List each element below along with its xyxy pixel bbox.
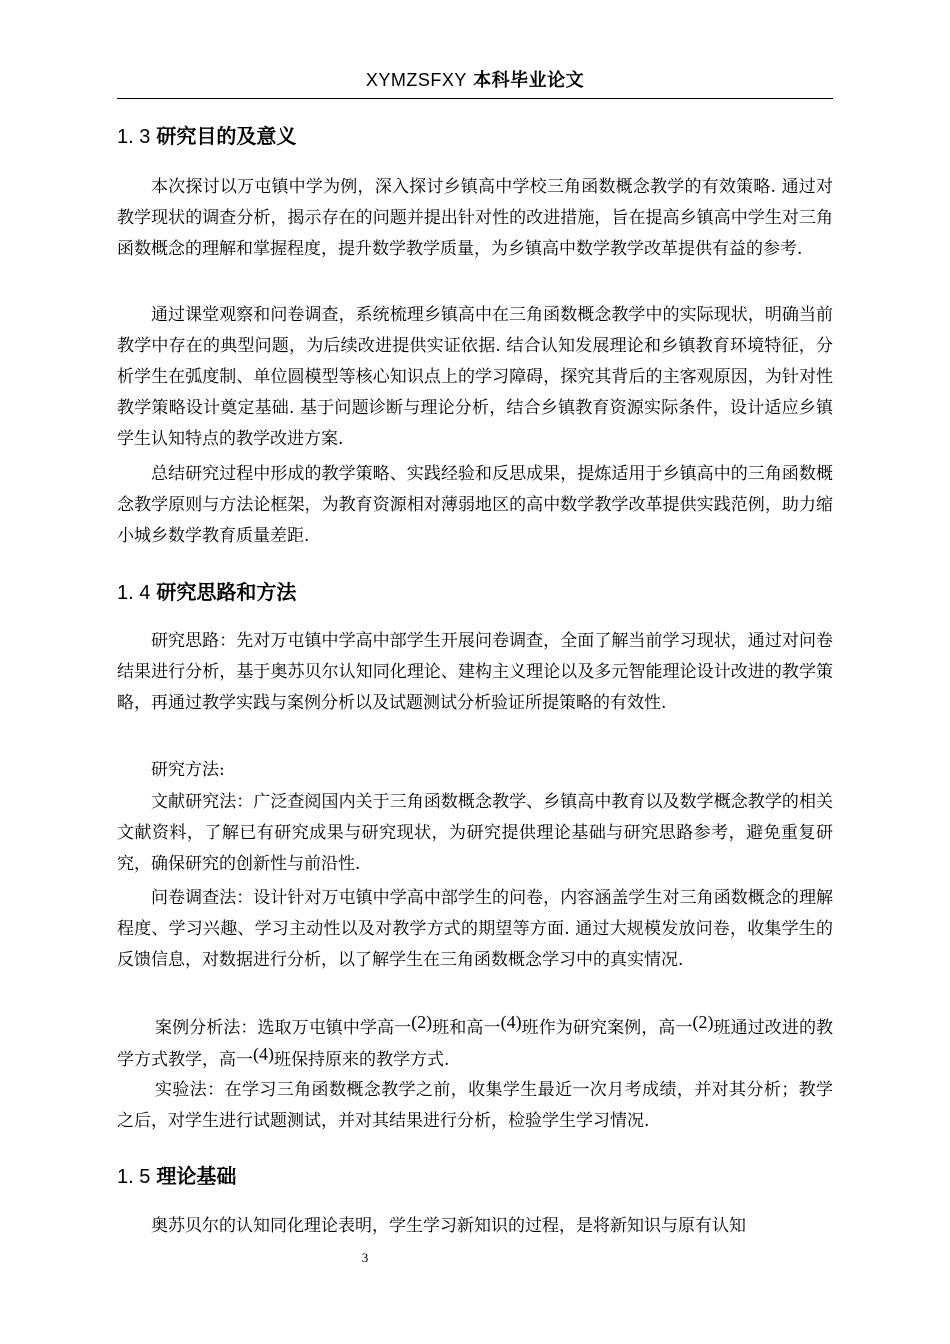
class-label: (4) [500, 1012, 522, 1032]
paragraph: 总结研究过程中形成的教学策略、实践经验和反思成果，提炼适用于乡镇高中的三角函数概念教学原则与方法论框架，为教育资源相对薄弱地区的高中数学教学改革提供实践范例，助力缩小城乡数学教育质量差距. [117, 464, 833, 546]
paragraph: 研究思路：先对万屯镇中学高中部学生开展问卷调查，全面了解当前学习现状，通过对问卷结果进行分析，基于奥苏贝尔认知同化理论、建构主义理论以及多元智能理论设计改进的教学策略，再通过教学实践与案例分析以及试题测试分析验证所提策略的有效性. [117, 631, 833, 713]
section-number: 1. 3 [117, 126, 151, 148]
paragraph: 实验法：在学习三角函数概念教学之前，收集学生最近一次月考成绩，并对其分析；教学之后，对学生进行试题测试，并对其结果进行分析，检验学生学习情况. [117, 1080, 833, 1131]
header-divider [117, 98, 833, 99]
case-text: 班作为研究案例，高一 [521, 1018, 693, 1038]
section-heading-1-3 [117, 122, 296, 151]
class-label: (2) [692, 1012, 714, 1032]
section-title: 研究思路和方法 [156, 580, 297, 604]
case-text: 班通过改进的教学方式教学，高一 [117, 1018, 834, 1070]
paragraph: 问卷调查法：设计针对万屯镇中学高中部学生的问卷，内容涵盖学生对三角函数概念的理解程度、学习兴趣、学习主动性以及对教学方式的期望等方面. 通过大规模发放问卷，收集学生的反馈信息，对数据进行分析，以了解学生在三角函数概念学习中的真实情况. [117, 888, 833, 970]
paragraph: 研究方法: [151, 760, 225, 780]
class-label: (4) [253, 1044, 274, 1064]
header-latin-title: XYMZSFXY [365, 70, 467, 90]
section-title: 研究目的及意义 [156, 124, 297, 148]
section-number: 1. 4 [117, 582, 151, 604]
class-label: (2) [411, 1012, 433, 1032]
page-number: 3 [361, 1250, 369, 1265]
paragraph: 奥苏贝尔的认知同化理论表明，学生学习新知识的过程，是将新知识与原有认知 [151, 1216, 746, 1236]
paragraph: 文献研究法：广泛查阅国内关于三角函数概念教学、乡镇高中教育以及数学概念教学的相关文献资料，了解已有研究成果与研究现状，为研究提供理论基础与研究思路参考，避免重复研究，确保研究的创新性与前沿性. [117, 792, 833, 874]
paragraph: 通过课堂观察和问卷调查，系统梳理乡镇高中在三角函数概念教学中的实际现状，明确当前教学中存在的典型问题，为后续改进提供实证依据. 结合认知发展理论和乡镇教育环境特征，分析学生在弧度制、单位圆模型等核心知识点上的学习障碍，探究其背后的主客观原因，为针对性教学策略设计奠定基础. 基于问题诊断与理论分析，结合乡镇教育资源实际条件，设计适应乡镇学生认知特点的教学改进方案. [117, 305, 833, 449]
case-text: 班保持原来的教学方式. [274, 1050, 450, 1070]
section-title: 理论基础 [156, 1164, 237, 1188]
paragraph: 本次探讨以万屯镇中学为例，深入探讨乡镇高中学校三角函数概念教学的有效策略. 通过对教学现状的调查分析，揭示存在的问题并提出针对性的改进措施，旨在提高乡镇高中学生对三角函数概念的理解和掌握程度，提升数学教学质量，为乡镇高中数学教学改革提供有益的参考. [117, 177, 833, 259]
case-text: 案例分析法：选取万屯镇中学高一 [155, 1018, 412, 1038]
section-heading-1-4 [117, 578, 296, 607]
case-analysis-paragraph [117, 1012, 833, 1076]
running-header [117, 68, 833, 93]
section-heading-1-5 [117, 1162, 236, 1191]
section-number: 1. 5 [117, 1166, 151, 1188]
header-cjk-title: 本科毕业论文 [473, 70, 585, 91]
case-text: 班和高一 [432, 1018, 501, 1038]
